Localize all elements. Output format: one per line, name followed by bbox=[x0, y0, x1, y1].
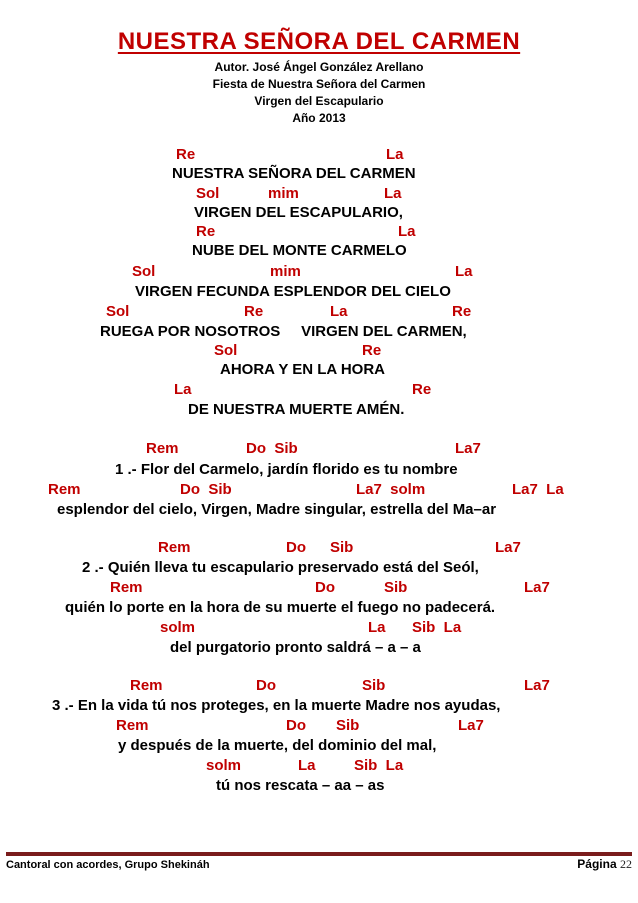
lyric-line: NUBE DEL MONTE CARMELO bbox=[192, 242, 407, 259]
chord: Rem bbox=[48, 481, 81, 498]
lyric-line: RUEGA POR NOSOTROS VIRGEN DEL CARMEN, bbox=[100, 323, 467, 340]
chord: Sol bbox=[132, 263, 156, 280]
chord: mim bbox=[270, 263, 301, 280]
chord: Sol bbox=[196, 185, 220, 202]
chord: Rem bbox=[158, 539, 191, 556]
chord: Sib bbox=[336, 717, 360, 734]
song-title: NUESTRA SEÑORA DEL CARMEN bbox=[117, 28, 521, 55]
author-line: Autor. José Ángel González Arellano bbox=[214, 60, 424, 74]
chord: Sib bbox=[384, 579, 408, 596]
chord: solm bbox=[160, 619, 196, 636]
footer-text: Cantoral con acordes, Grupo Shekináh bbox=[6, 859, 210, 871]
chord: Do Sib bbox=[180, 481, 232, 498]
chord: Do Sib bbox=[246, 440, 298, 457]
lyric-line: del purgatorio pronto saldrá – a – a bbox=[170, 639, 421, 656]
chord: Do bbox=[256, 677, 276, 694]
chord: Re bbox=[412, 381, 432, 398]
chord: La7 bbox=[455, 440, 481, 457]
chord: La7 bbox=[458, 717, 484, 734]
chord: Sib La bbox=[354, 757, 404, 774]
chord: La bbox=[455, 263, 473, 280]
chord: La bbox=[368, 619, 386, 636]
chord: Rem bbox=[146, 440, 179, 457]
chord: Rem bbox=[116, 717, 149, 734]
lyric-line: NUESTRA SEÑORA DEL CARMEN bbox=[172, 165, 416, 182]
chord: solm bbox=[206, 757, 242, 774]
lyric-line: y después de la muerte, del dominio del mal, bbox=[118, 737, 437, 754]
chord: Do bbox=[315, 579, 335, 596]
lyric-line: DE NUESTRA MUERTE AMÉN. bbox=[188, 401, 405, 418]
lyric-line: VIRGEN FECUNDA ESPLENDOR DEL CIELO bbox=[135, 283, 451, 300]
chord: La bbox=[386, 146, 404, 163]
lyric-line: tú nos rescata – aa – as bbox=[216, 777, 385, 794]
page-label: Página bbox=[577, 857, 617, 871]
chord: mim bbox=[268, 185, 299, 202]
chord: Do bbox=[286, 717, 306, 734]
feast-line: Fiesta de Nuestra Señora del Carmen bbox=[212, 77, 426, 91]
chord: La7 solm bbox=[356, 481, 426, 498]
lyric-line: VIRGEN DEL ESCAPULARIO, bbox=[194, 204, 403, 221]
chord: La bbox=[298, 757, 316, 774]
footer-divider bbox=[6, 852, 632, 856]
chord: Sib La bbox=[412, 619, 462, 636]
chord: La7 bbox=[495, 539, 521, 556]
chord: Sib bbox=[330, 539, 354, 556]
chord: Do bbox=[286, 539, 306, 556]
chord: La7 La bbox=[512, 481, 564, 498]
chord: La bbox=[398, 223, 416, 240]
chord: Sol bbox=[214, 342, 238, 359]
chord: Re bbox=[176, 146, 196, 163]
chord: Re bbox=[362, 342, 382, 359]
subtitle-line: Virgen del Escapulario bbox=[254, 94, 384, 108]
year-line: Año 2013 bbox=[292, 111, 346, 125]
chord: Rem bbox=[110, 579, 143, 596]
chord: Re bbox=[244, 303, 264, 320]
lyric-line: 2 .- Quién lleva tu escapulario preservado está del Seól, bbox=[82, 559, 479, 576]
lyric-line: esplendor del cielo, Virgen, Madre singular, estrella del Ma–ar bbox=[57, 501, 497, 518]
lyric-line: 3 .- En la vida tú nos proteges, en la muerte Madre nos ayudas, bbox=[52, 697, 501, 714]
page-indicator bbox=[577, 857, 632, 872]
chord: La7 bbox=[524, 677, 550, 694]
chord: Sib bbox=[362, 677, 386, 694]
chord: Re bbox=[196, 223, 216, 240]
chord: Rem bbox=[130, 677, 163, 694]
lyric-line: 1 .- Flor del Carmelo, jardín florido es tu nombre bbox=[115, 461, 458, 478]
chord: La7 bbox=[524, 579, 550, 596]
chord: La bbox=[174, 381, 192, 398]
page-number: 22 bbox=[620, 857, 632, 871]
chord: Sol bbox=[106, 303, 130, 320]
chord: La bbox=[330, 303, 348, 320]
lyric-line: quién lo porte en la hora de su muerte el fuego no padecerá. bbox=[65, 599, 496, 616]
lyric-line: AHORA Y EN LA HORA bbox=[220, 361, 386, 378]
chord: La bbox=[384, 185, 402, 202]
chord: Re bbox=[452, 303, 472, 320]
